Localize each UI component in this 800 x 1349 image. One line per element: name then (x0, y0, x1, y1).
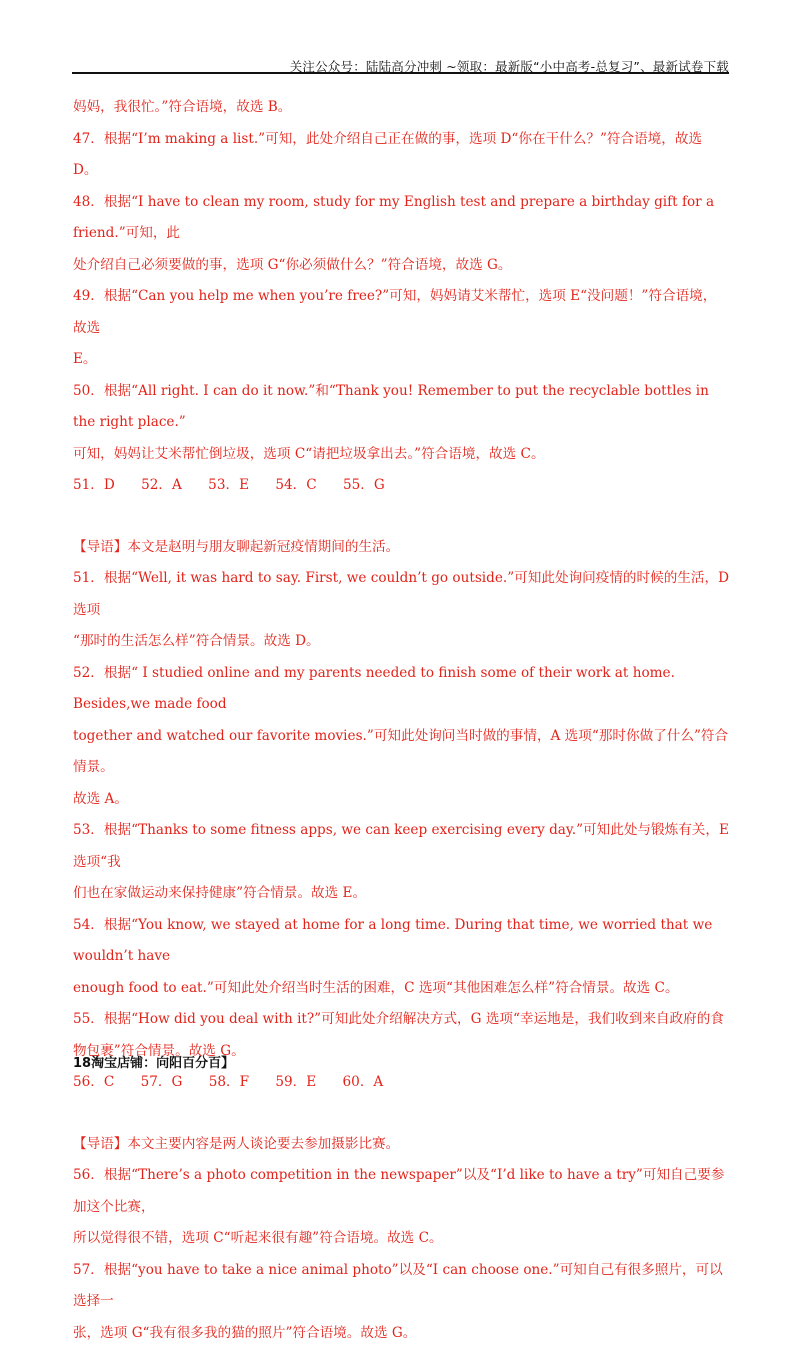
text-line: 张，选项 G“我有很多我的猫的照片”符合语境。故选 G。 (73, 1318, 729, 1349)
text-line: D。 (73, 155, 729, 187)
text-line: 可知，妈妈让艾米帮忙倒垃圾，选项 C“请把垃圾拿出去。”符合语境，故选 C。 (73, 439, 729, 471)
text-line: 故选 A。 (73, 784, 729, 816)
footer-text: 淘宝店铺：向阳百分百】 (91, 1056, 234, 1071)
answer-content (73, 92, 729, 1349)
text-line: 55．根据“How did you deal with it?”可知此处介绍解决方式，G 选项“幸运地是，我们收到来自政府的食 (73, 1004, 729, 1036)
answer-key: 52．A (141, 470, 182, 502)
answer-key: 57．G (141, 1067, 183, 1099)
text-line: 56．根据“There’s a photo competition in the newspaper”以及“I’d like to have a try”可知自己要参加这个比赛， (73, 1160, 729, 1223)
text-line: 52．根据“ I studied online and my parents needed to finish some of their work at home. Besides,we made food (73, 658, 729, 721)
answer-key: 56．C (73, 1067, 114, 1099)
answer-key: 53．E (208, 470, 249, 502)
page-number: 18 (73, 1056, 91, 1071)
text-line: 57．根据“you have to take a nice animal photo”以及“I can choose one.”可知自己有很多照片，可以选择一 (73, 1255, 729, 1318)
text-line: together and watched our favorite movies.”可知此处询问当时做的事情，A 选项“那时你做了什么”符合情景。 (73, 721, 729, 784)
text-line: 47．根据“I’m making a list.”可知，此处介绍自己正在做的事，选项 D“你在干什么？”符合语境，故选 (73, 124, 729, 156)
text-line: 51．根据“Well, it was hard to say. First, we couldn’t go outside.”可知此处询问疫情的时候的生活，D 选项 (73, 563, 729, 626)
text-line: enough food to eat.”可知此处介绍当时生活的困难，C 选项“其他困难怎么样”符合情景。故选 C。 (73, 973, 729, 1005)
answer-key: 60．A (343, 1067, 384, 1099)
guide-intro: 【导语】本文主要内容是两人谈论要去参加摄影比赛。 (73, 1129, 729, 1161)
answer-key: 54．C (275, 470, 316, 502)
answer-key-row (73, 470, 729, 502)
spacer (73, 1099, 729, 1129)
text-line: 50．根据“All right. I can do it now.”和“Thank you! Remember to put the recyclable bottles in the right place.” (73, 376, 729, 439)
answer-key: 55．G (343, 470, 385, 502)
text-line: 54．根据“You know, we stayed at home for a long time. During that time, we worried that we wouldn’t have (73, 910, 729, 973)
text-line: “那时的生活怎么样”符合情景。故选 D。 (73, 626, 729, 658)
answer-key: 59．E (275, 1067, 316, 1099)
page-header: 关注公众号：陆陆高分冲刺 ~领取：最新版“小中高考-总复习”、最新试卷下载 (290, 57, 729, 75)
text-line: 物包裹”符合情景。故选 G。 (73, 1036, 729, 1068)
answer-key: 58．F (209, 1067, 249, 1099)
text-line: E。 (73, 344, 729, 376)
page-footer (73, 1052, 234, 1071)
text-line: 处介绍自己必须要做的事，选项 G“你必须做什么？”符合语境，故选 G。 (73, 250, 729, 282)
text-line: 48．根据“I have to clean my room, study for my English test and prepare a birthday gift for a friend.”可知，此 (73, 187, 729, 250)
header-rule (72, 72, 729, 74)
text-line: 53．根据“Thanks to some fitness apps, we can keep exercising every day.”可知此处与锻炼有关，E 选项“我 (73, 815, 729, 878)
text-line: 所以觉得很不错，选项 C“听起来很有趣”符合语境。故选 C。 (73, 1223, 729, 1255)
spacer (73, 502, 729, 532)
text-line: 49．根据“Can you help me when you’re free?”可知，妈妈请艾米帮忙，选项 E“没问题！”符合语境，故选 (73, 281, 729, 344)
text-line: 们也在家做运动来保持健康”符合情景。故选 E。 (73, 878, 729, 910)
guide-intro: 【导语】本文是赵明与朋友聊起新冠疫情期间的生活。 (73, 532, 729, 564)
answer-key-row (73, 1067, 729, 1099)
answer-key: 51．D (73, 470, 115, 502)
text-line: 妈妈，我很忙。”符合语境，故选 B。 (73, 92, 729, 124)
